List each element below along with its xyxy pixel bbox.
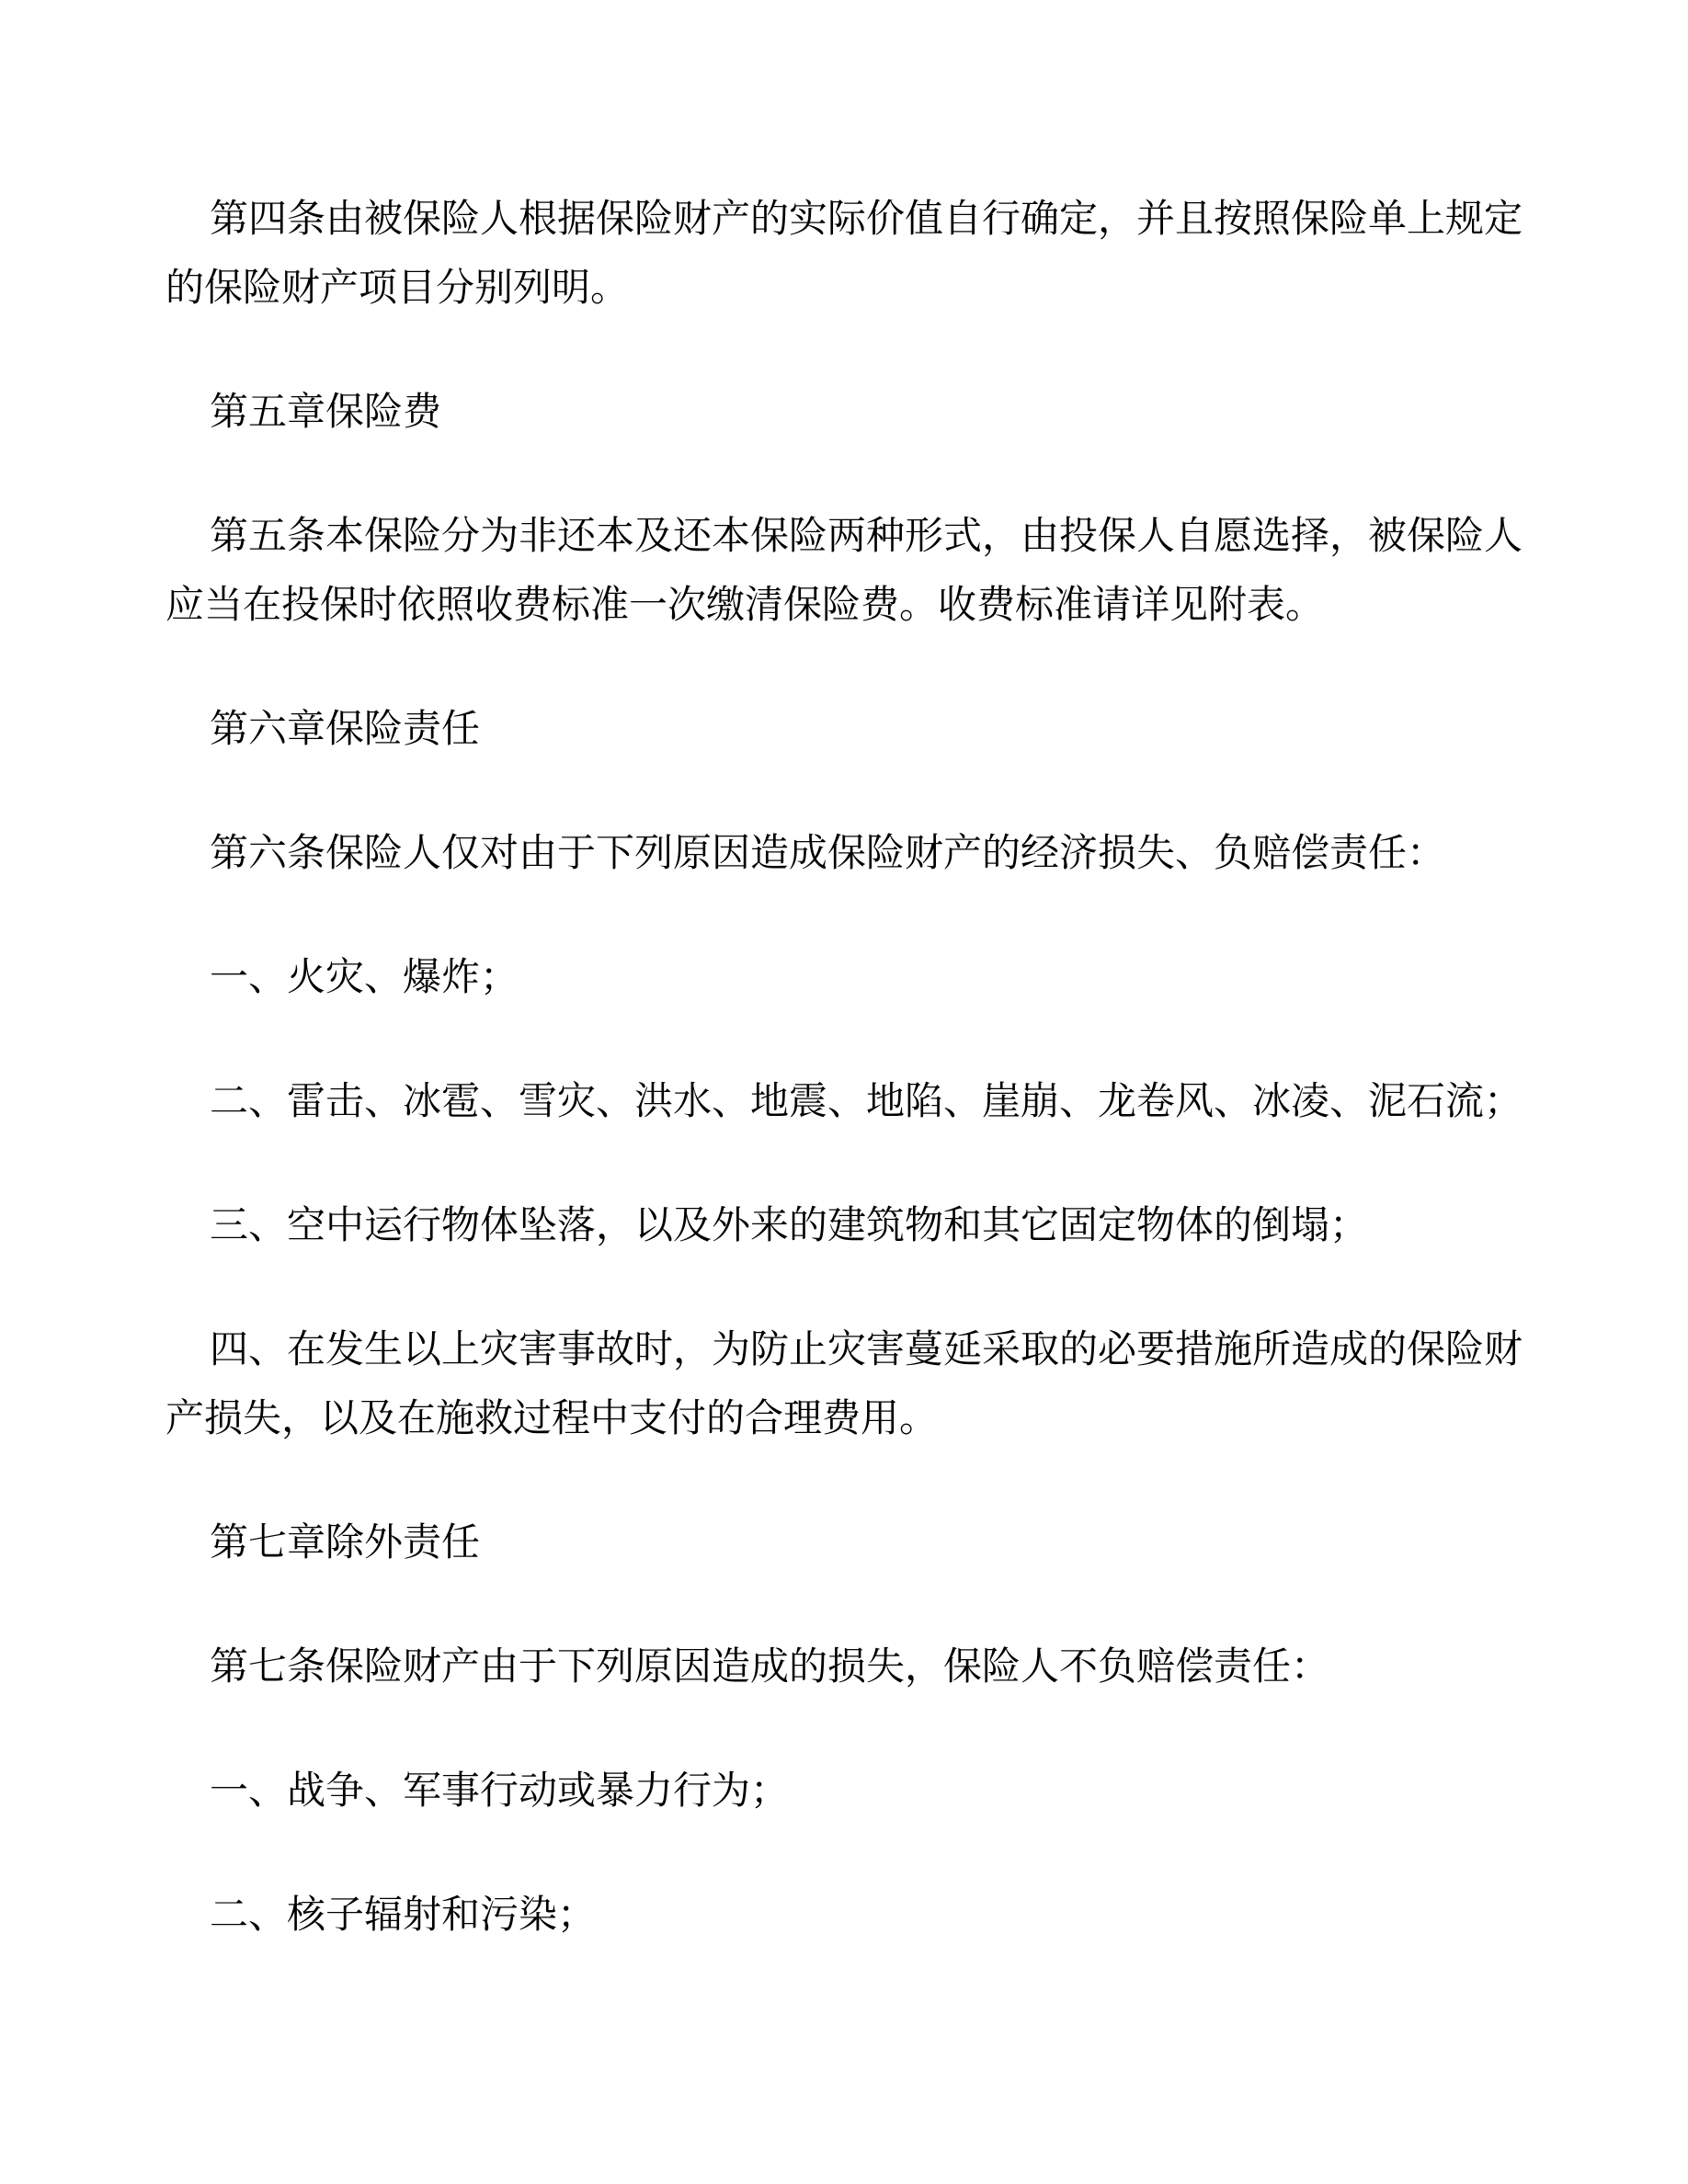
clause-6-list-item-1: 一、火灾、爆炸； [210,957,519,999]
chapter-6-heading: 第六章保险责任 [210,709,481,751]
chapter-5-heading: 第五章保险费 [210,392,442,434]
document-body [165,186,1523,1951]
clause-4-paragraph: 第四条由被保险人根据保险财产的实际价值自行确定，并且按照保险单上规定的保险财产项目分别列明。 [165,199,1523,310]
clause-6-paragraph: 第六条保险人仅对由于下列原因造成保险财产的经济损失、负赔偿责任： [210,833,1446,875]
clause-5-paragraph: 第五条本保险分为非还本及还本保险两种形式，由投保人自愿选择，被保险人应当在投保时依照收费标准一次缴清保险费。收费标准请详见附表。 [165,516,1523,627]
chapter-7-heading: 第七章除外责任 [210,1522,481,1564]
clause-7-list-item-2: 二、核子辐射和污染； [210,1894,597,1937]
clause-7-list-item-1: 一、战争、军事行动或暴力行为； [210,1770,790,1813]
clause-6-list-item-4: 四、在发生以上灾害事故时，为防止灾害蔓延采取的必要措施所造成的保险财产损失，以及在施救过程中支付的合理费用。 [165,1329,1523,1440]
clause-7-paragraph: 第七条保险财产由于下列原因造成的损失，保险人不负赔偿责任： [210,1646,1330,1689]
clause-6-list-item-2: 二、雷击、冰雹、雪灾、洪水、地震、地陷、崖崩、龙卷风、冰凌、泥石流； [210,1081,1523,1123]
clause-6-list-item-3: 三、空中运行物体坠落，以及外来的建筑物和其它固定物体的倒塌； [210,1205,1369,1247]
